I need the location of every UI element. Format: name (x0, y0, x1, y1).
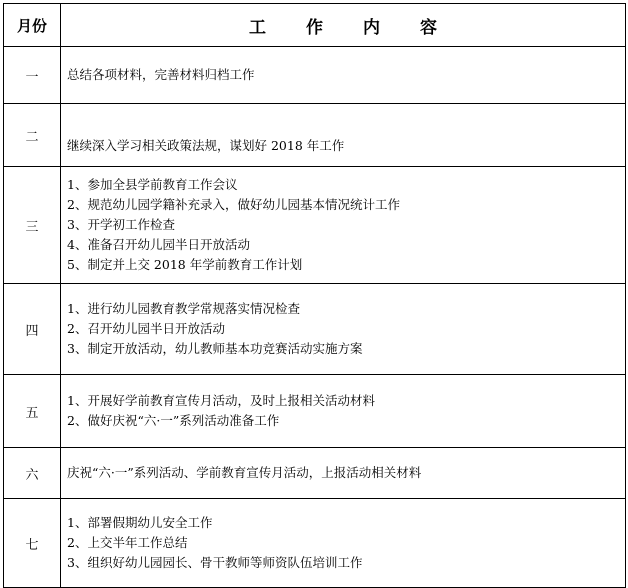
month-cell: 七 (4, 499, 61, 588)
content-line: 4、准备召开幼儿园半日开放活动 (67, 237, 250, 252)
content-line: 1、开展好学前教育宣传月活动，及时上报相关活动材料 (67, 393, 375, 408)
content-line: 1、进行幼儿园教育教学常规落实情况检查 (67, 301, 300, 316)
month-cell: 六 (4, 448, 61, 499)
table-row (4, 284, 626, 375)
month-cell: 三 (4, 167, 61, 284)
content-cell (61, 284, 626, 375)
content-cell (61, 47, 626, 104)
header-content: 工作内容 (61, 4, 626, 47)
content-line: 总结各项材料，完善材料归档工作 (67, 67, 255, 82)
content-line: 2、上交半年工作总结 (67, 535, 188, 550)
month-cell: 一 (4, 47, 61, 104)
content-line: 3、组织好幼儿园园长、骨干教师等师资队伍培训工作 (67, 555, 363, 570)
content-line: 1、部署假期幼儿安全工作 (67, 515, 213, 530)
content-line: 3、开学初工作检查 (67, 217, 175, 232)
table-row (4, 448, 626, 499)
header-month: 月份 (4, 4, 61, 47)
content-cell (61, 167, 626, 284)
table-row (4, 499, 626, 588)
content-line: 5、制定并上交 2018 年学前教育工作计划 (67, 257, 303, 272)
content-line: 2、做好庆祝“六·一”系列活动准备工作 (67, 413, 280, 428)
content-line: 3、制定开放活动，幼儿教师基本功竞赛活动实施方案 (67, 341, 363, 356)
work-plan-table (3, 3, 626, 588)
table-header-row (4, 4, 626, 47)
table-row (4, 104, 626, 167)
content-line: 2、召开幼儿园半日开放活动 (67, 321, 225, 336)
content-line: 继续深入学习相关政策法规，谋划好 2018 年工作 (67, 138, 345, 153)
month-cell: 四 (4, 284, 61, 375)
content-cell (61, 104, 626, 167)
content-cell (61, 375, 626, 448)
content-line: 庆祝“六·一”系列活动、学前教育宣传月活动，上报活动相关材料 (67, 465, 422, 480)
table-row (4, 167, 626, 284)
table-row (4, 375, 626, 448)
content-line: 1、参加全县学前教育工作会议 (67, 177, 238, 192)
content-cell (61, 499, 626, 588)
table-row (4, 47, 626, 104)
month-cell: 二 (4, 104, 61, 167)
month-cell: 五 (4, 375, 61, 448)
content-cell (61, 448, 626, 499)
content-line: 2、规范幼儿园学籍补充录入，做好幼儿园基本情况统计工作 (67, 197, 400, 212)
